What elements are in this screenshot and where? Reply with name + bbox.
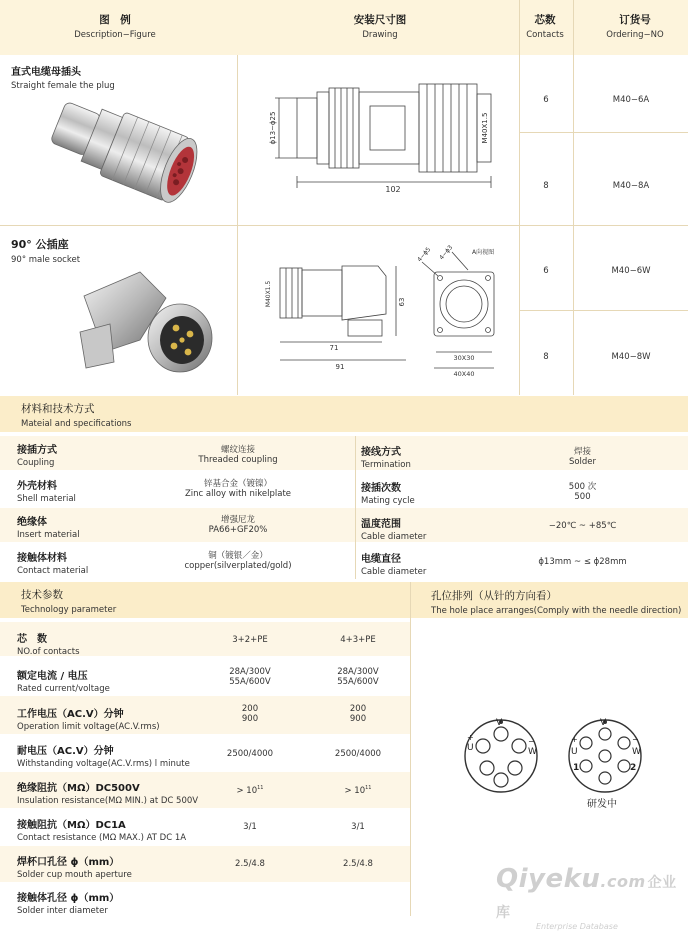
header-contacts (515, 12, 575, 40)
mat-left-0-val: 螺纹连接 Threaded coupling (198, 445, 278, 465)
hole-layout-8 (560, 710, 650, 800)
product-2-name-cn: 90° 公插座 (11, 238, 69, 251)
watermark-domain: .com (600, 872, 646, 891)
drawing-2-view: A向视图 (472, 249, 495, 256)
tech-row-5-a: 3/1 (243, 822, 257, 832)
drawing-1-diameter: ϕ13~ϕ25 (269, 111, 277, 145)
hole-title (431, 588, 681, 616)
drawing-2-holes: 4−ϕ5 (416, 246, 433, 264)
tech-row-4-b: > $10^{11}$ (344, 785, 372, 796)
svg-text:−: − (528, 737, 535, 746)
right-angle-side-drawing (258, 250, 418, 375)
header-contacts-cn: 芯数 (534, 14, 556, 26)
p2-row2-order: M40−8W (611, 352, 651, 362)
p1-row2-order: M40−8A (612, 181, 650, 191)
p2-row1-contacts: 6 (543, 266, 549, 276)
p1-row1-contacts: 6 (543, 95, 549, 105)
hole-8-label-v: V (600, 718, 607, 728)
p1-row1-order: M40−6A (612, 95, 650, 105)
mat-right-1: 接插次数 Mating cycle (361, 483, 415, 506)
p1-row2-contacts: 8 (543, 181, 549, 191)
p2-row2-contacts: 8 (543, 352, 549, 362)
materials-title (21, 401, 131, 429)
drawing-2-width-91: 91 (335, 363, 345, 371)
mat-left-3-val: 铜（镀银／金） copper(silverplated/gold) (184, 551, 292, 571)
product-1-name-cn: 直式电缆母插头 (11, 67, 81, 78)
straight-plug-image (42, 100, 212, 215)
mat-left-1-val: 锌基合金（镀镍） Zinc alloy with nikelplate (184, 479, 292, 499)
svg-text:−: − (632, 735, 639, 744)
hole-6-label-w: W (528, 747, 537, 757)
header-figure-cn: 图 例 (99, 14, 131, 26)
mat-right-2: 温度范围 Cable diameter (361, 519, 427, 542)
drawing-1-thread: M40X1.5 (481, 112, 489, 144)
header-figure (60, 12, 170, 40)
tech-row-0-b: 4+3+PE (340, 635, 376, 645)
hole-8-label-w: W (632, 747, 641, 757)
tech-row-6-b: 2.5/4.8 (343, 859, 373, 869)
hole-layout-6 (456, 710, 546, 800)
tech-row-3: 耐电压（AC.V）分钟 Withstanding voltage(AC.V.rms) l minute (17, 746, 190, 769)
materials-title-cn: 材料和技术方式 (21, 403, 95, 415)
tech-row-7: 接触体孔径 ϕ（mm） Solder inter diameter (17, 893, 120, 916)
watermark-brand: Qiyeku (496, 864, 601, 894)
mat-right-1-val: 500 次 500 (568, 482, 597, 502)
svg-text:+: + (571, 735, 578, 744)
drawing-2-height: 63 (398, 297, 406, 307)
mat-left-2-val: 增强尼龙 PA66+GF20% (208, 515, 268, 535)
mat-right-2-val: −20℃ ~ +85℃ (548, 521, 617, 531)
drawing-2-width-71: 71 (329, 344, 339, 352)
drawing-1-length: 102 (385, 185, 401, 194)
hole-8-label-u: U (571, 747, 578, 757)
tech-row-1: 额定电流 / 电压 Rated current/voltage (17, 671, 110, 694)
product-1-title (11, 63, 115, 91)
watermark (496, 864, 686, 931)
drawing-2-pcd: 4−ϕ3 (438, 244, 455, 262)
in-development-label: 研发中 (587, 799, 617, 810)
straight-plug-drawing (265, 78, 510, 196)
header-drawing-en: Drawing (362, 30, 398, 40)
mat-left-0: 接插方式 Coupling (17, 445, 57, 468)
tech-row-2: 工作电压（AC.V）分钟 Operation limit voltage(AC.V.rms) (17, 709, 160, 732)
hole-6-label-v: V (496, 718, 503, 728)
drawing-2-sq40: 40X40 (453, 370, 475, 378)
header-drawing-cn: 安装尺寸图 (353, 14, 407, 26)
product-2-name-en: 90° male socket (11, 255, 81, 265)
tech-row-5-b: 3/1 (351, 822, 365, 832)
tech-row-0: 芯 数 NO.of contacts (17, 634, 80, 657)
hole-8-label-2: 2 (630, 763, 637, 773)
mat-right-0: 接线方式 Termination (361, 447, 411, 470)
hole-title-en: The hole place arranges(Comply with the needle direction) (431, 606, 682, 616)
drawing-2-thread: M40X1.5 (265, 280, 272, 308)
tech-row-5: 接触阻抗（MΩ）DC1A Contact resistance (MΩ MAX.) AT DC 1A (17, 820, 187, 843)
header-ordering (590, 12, 680, 40)
tech-row-6: 焊杯口孔径 ϕ（mm） Solder cup mouth aperture (17, 857, 132, 880)
p2-row1-order: M40−6W (611, 266, 651, 276)
product-1-name-en: Straight female the plug (11, 81, 115, 91)
tech-row-2-a: 200 900 (241, 704, 259, 724)
mat-right-0-val: 焊接 Solder (568, 447, 597, 467)
tech-row-1-a: 28A/300V 55A/600V (229, 667, 271, 687)
materials-title-en: Mateial and specifications (21, 419, 132, 429)
drawing-2-sq30: 30X30 (453, 354, 475, 362)
tech-row-4-a: > $10^{11}$ (236, 785, 264, 796)
hole-6-label-u: U (467, 743, 474, 753)
svg-text:+: + (467, 733, 474, 742)
tech-row-0-a: 3+2+PE (232, 635, 268, 645)
mat-left-1: 外壳材料 Shell material (17, 481, 76, 504)
technology-title-en: Technology parameter (21, 605, 117, 615)
mat-right-3-val: ϕ13mm ~ ≤ ϕ28mm (538, 557, 627, 567)
tech-row-1-b: 28A/300V 55A/600V (337, 667, 379, 687)
tech-row-6-a: 2.5/4.8 (235, 859, 265, 869)
watermark-sub: Enterprise Database (536, 922, 618, 931)
tech-row-4: 绝缘阻抗（MΩ）DC500V Insulation resistance(MΩ MIN.) at DC 500V (17, 783, 199, 806)
tech-row-2-b: 200 900 (349, 704, 367, 724)
watermark-cn: 企业库 (496, 875, 677, 921)
technology-title (21, 587, 116, 615)
right-angle-socket-image (70, 262, 220, 382)
header-ordering-cn: 订货号 (619, 14, 651, 26)
right-angle-front-drawing (412, 240, 512, 380)
mat-right-3: 电缆直径 Cable diameter (361, 554, 427, 577)
hole-title-cn: 孔位排列（从针的方向看） (431, 590, 557, 602)
header-figure-en: Description−Figure (74, 30, 156, 40)
hole-8-label-1: 1 (573, 763, 580, 773)
header-drawing (320, 12, 440, 40)
technology-title-cn: 技术参数 (21, 589, 63, 601)
tech-row-3-a: 2500/4000 (226, 749, 274, 759)
product-2-title (11, 236, 80, 265)
header-ordering-en: Ordering−NO (606, 30, 664, 40)
mat-left-2: 绝缘体 Insert material (17, 517, 80, 540)
header-contacts-en: Contacts (526, 30, 564, 40)
tech-row-3-b: 2500/4000 (334, 749, 382, 759)
mat-left-3: 接触体材料 Contact material (17, 553, 89, 576)
